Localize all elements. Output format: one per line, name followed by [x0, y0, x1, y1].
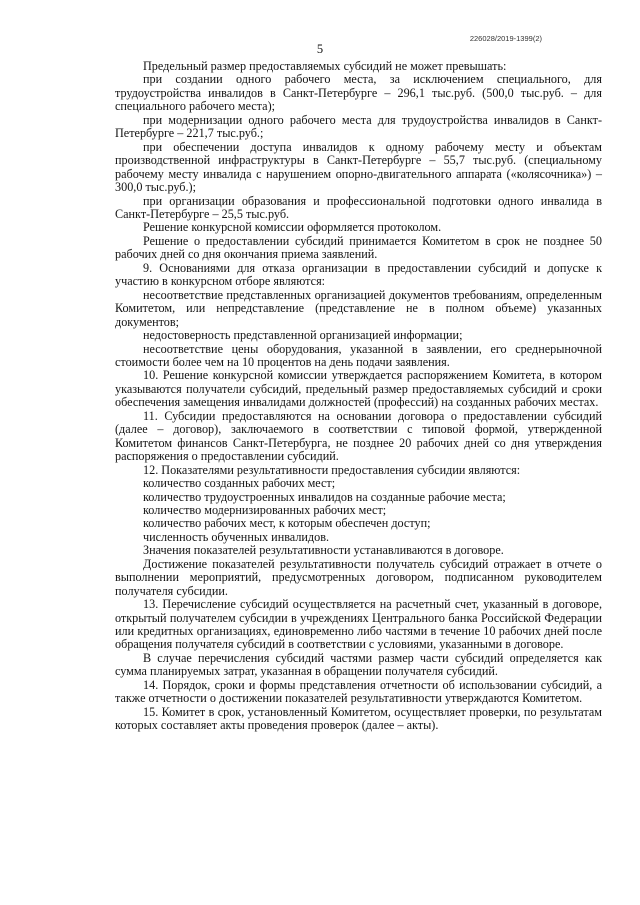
paragraph: количество модернизированных рабочих мест;	[143, 502, 387, 517]
document-body	[115, 60, 602, 733]
document-code: 226028/2019-1399(2)	[469, 34, 542, 43]
paragraph: 14. Порядок, сроки и формы представления отчетности об использовании субсидий, а также отчетности о достижении показателей результативности утверждаются Комитетом.	[115, 677, 602, 706]
paragraph: 9. Основаниями для отказа организации в предоставлении субсидий и допуске к участию в конкурсном отборе являются:	[115, 260, 602, 289]
paragraph: 15. Комитет в срок, установленный Комитетом, осуществляет проверки, по результатам которых составляет акты проведения проверок (далее – акты).	[115, 704, 602, 733]
paragraph: Решение конкурсной комиссии оформляется протоколом.	[143, 220, 442, 235]
paragraph: Решение о предоставлении субсидий принимается Комитетом в срок не позднее 50 рабочих дней со дня окончания приема заявлений.	[115, 233, 602, 262]
paragraph: недостоверность представленной организацией информации;	[143, 328, 463, 343]
paragraph: при организации образования и профессиональной подготовки одного инвалида в Санкт-Петербурге – 25,5 тыс.руб.	[115, 193, 602, 221]
paragraph: Значения показателей результативности устанавливаются в договоре.	[143, 543, 504, 558]
paragraph: количество созданных рабочих мест;	[143, 476, 336, 491]
paragraph: количество трудоустроенных инвалидов на созданные рабочие места;	[143, 489, 506, 504]
paragraph: при модернизации одного рабочего места для трудоустройства инвалидов в Санкт-Петербурге – 221,7 тыс.руб.;	[115, 112, 602, 141]
paragraph: 13. Перечисление субсидий осуществляется на расчетный счет, указанный в договоре, открытый получателем субсидии в учреждениях Центрального банка Российской Федерации или кредитных организациях, единовременно либо частями в течение 10 рабочих дней после обращения получателя субсидий в соответствии с условиями, указанными в договоре.	[115, 597, 602, 652]
paragraph: 12. Показателями результативности предоставления субсидии являются:	[143, 462, 521, 477]
paragraph: количество рабочих мест, к которым обеспечен доступ;	[143, 516, 431, 531]
paragraph: несоответствие цены оборудования, указанной в заявлении, его среднерыночной стоимости более чем на 10 процентов на день подачи заявления.	[115, 341, 602, 369]
paragraph: несоответствие представленных организацией документов требованиям, определенным Комитетом, или непредставление (представление не в полном объеме) указанных документов;	[115, 287, 602, 329]
paragraph: Предельный размер предоставляемых субсидий не может превышать:	[143, 59, 507, 73]
paragraph: 10. Решение конкурсной комиссии утверждается распоряжением Комитета, в котором указываются получатели субсидий, предельный размер предоставляемых субсидий и сроки обеспечения замещения инвалидами должностей (профессий) на созданных рабочих местах.	[115, 368, 602, 410]
paragraph: численность обученных инвалидов.	[143, 529, 330, 544]
page-number: 5	[316, 42, 324, 56]
paragraph: В случае перечисления субсидий частями размер части субсидий определяется как сумма планируемых затрат, указанная в обращении получателя субсидий.	[115, 650, 602, 679]
paragraph: Достижение показателей результативности получатель субсидий отражает в отчете о выполнении мероприятий, предусмотренных договором, подписанном руководителем получателя субсидии.	[115, 556, 602, 598]
paragraph: при создании одного рабочего места, за исключением специального, для трудоустройства инвалидов в Санкт-Петербурге – 296,1 тыс.руб. (500,0 тыс.руб. – для специального рабочего места);	[115, 72, 602, 114]
paragraph: при обеспечении доступа инвалидов к одному рабочему месту и объектам производственной инфраструктуры в Санкт-Петербурге – 55,7 тыс.руб. (специальному рабочему месту инвалида с нарушением опорно-двигательного аппарата («колясочника») – 300,0 тыс.руб.);	[115, 139, 602, 195]
paragraph: 11. Субсидии предоставляются на основании договора о предоставлении субсидий (далее – договор), заключаемого в соответствии с типовой формой, утвержденной Комитетом финансов Санкт-Петербурга, не позднее 20 рабочих дней со дня утверждения распоряжения о предоставлении субсидий.	[115, 408, 602, 464]
